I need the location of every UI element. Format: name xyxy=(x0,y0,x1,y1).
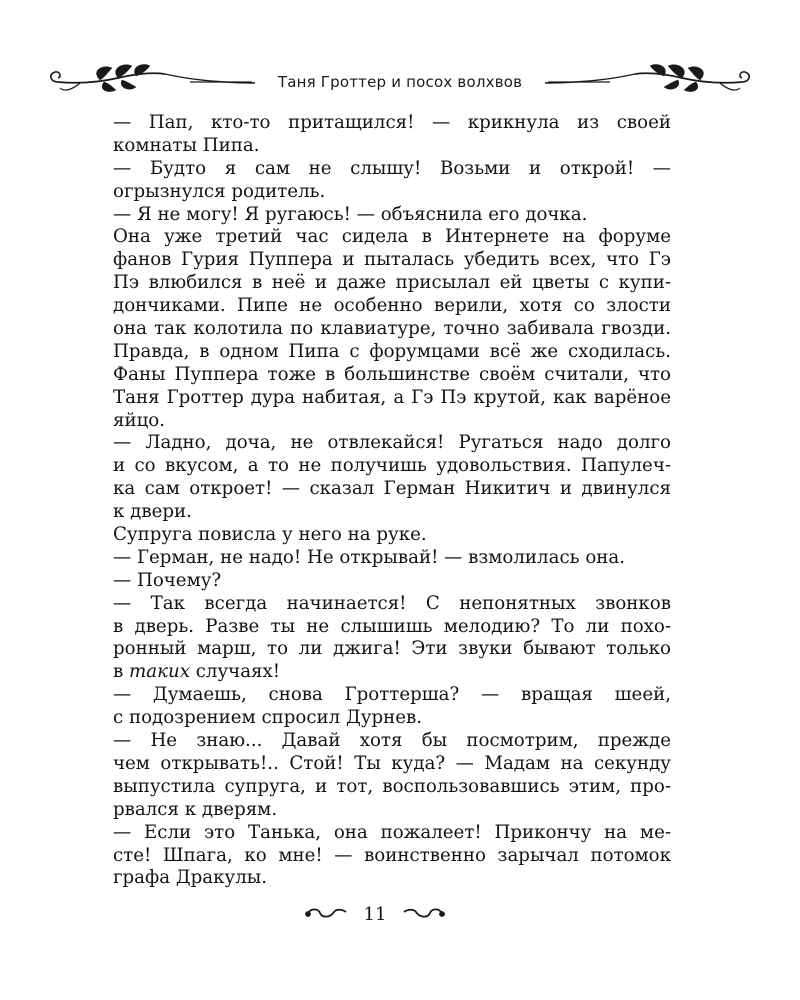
text-line: сте! Шпага, ко мне! — воинственно зарычал потомок xyxy=(113,844,671,866)
running-header xyxy=(40,60,760,100)
text-line: чем открывать!.. Стой! Ты куда? — Мадам на секунду xyxy=(113,752,671,774)
text-line: — Если это Танька, она пожалеет! Прикончу на ме- xyxy=(113,821,671,843)
text-line: — Я не могу! Я ругаюсь! — объяснила его дочка. xyxy=(113,203,588,225)
text-line: она так колотила по клавиатуре, точно забивала гвозди. xyxy=(113,318,671,340)
text-line: с подозрением спросил Дурнев. xyxy=(113,707,423,729)
text-line: — Почему? xyxy=(113,569,222,591)
text-line: ронный марш, то ли джига! Эти звуки бывают только xyxy=(113,638,671,660)
text-line: — Думаешь, снова Гроттерша? — вращая шеей, xyxy=(113,684,671,706)
text-line: и со вкусом, а то не получишь удовольствия. Папулеч- xyxy=(113,455,671,477)
text-line: Таня Гроттер дура набитая, а Гэ Пэ крутой, как варёное xyxy=(113,386,671,408)
text-line: Она уже третий час сидела в Интернете на форуме xyxy=(113,226,671,248)
text-line: — Ладно, доча, не отвлекайся! Ругаться надо долго xyxy=(113,432,671,454)
page-body xyxy=(113,112,671,890)
text-line: Правда, в одном Пипа с форумцами всё же сходилась. xyxy=(113,340,671,362)
text-line: рвался к дверям. xyxy=(113,798,278,820)
page-number: 11 xyxy=(363,904,387,925)
text-line: фанов Гурия Пуппера и пыталась убедить всех, что Гэ xyxy=(113,249,671,271)
text-line: — Пап, кто-то притащился! — крикнула из своей xyxy=(113,112,671,133)
text-line: дончиками. Пипе не особенно верили, хотя со злости xyxy=(113,295,671,317)
text-line: графа Дракулы. xyxy=(113,867,268,889)
text-line: в дверь. Разве ты не слышишь мелодию? То ли похо- xyxy=(113,615,671,637)
text-line: выпустила супруга, и тот, воспользовавшись этим, про- xyxy=(113,775,671,797)
text-line: в таких случаях! xyxy=(113,661,281,683)
text-line: — Так всегда начинается! С непонятных звонков xyxy=(113,592,671,614)
text-line: — Не знаю... Давай хотя бы посмотрим, прежде xyxy=(113,730,671,752)
text-line: Пэ влюбился в неё и даже присылал ей цветы с купи- xyxy=(113,272,671,294)
emphasis-word: таких xyxy=(129,661,190,683)
text-line: яйцо. xyxy=(113,409,166,431)
text-line: огрызнулся родитель. xyxy=(113,180,326,202)
text-line: комнаты Пипа. xyxy=(113,134,260,156)
text-line: Супруга повисла у него на руке. xyxy=(113,524,427,546)
text-line: — Герман, не надо! Не открывай! — взмолилась она. xyxy=(113,546,626,568)
text-line: — Будто я сам не слышу! Возьми и открой! — xyxy=(113,157,671,179)
header-title: Таня Гроттер и посох волхвов xyxy=(277,73,523,91)
text-line: ка сам откроет! — сказал Герман Никитич и двинулся xyxy=(113,478,671,500)
page-footer xyxy=(300,898,450,928)
text-line: к двери. xyxy=(113,501,192,523)
text-line: Фаны Пуппера тоже в большинстве своём считали, что xyxy=(113,363,671,385)
